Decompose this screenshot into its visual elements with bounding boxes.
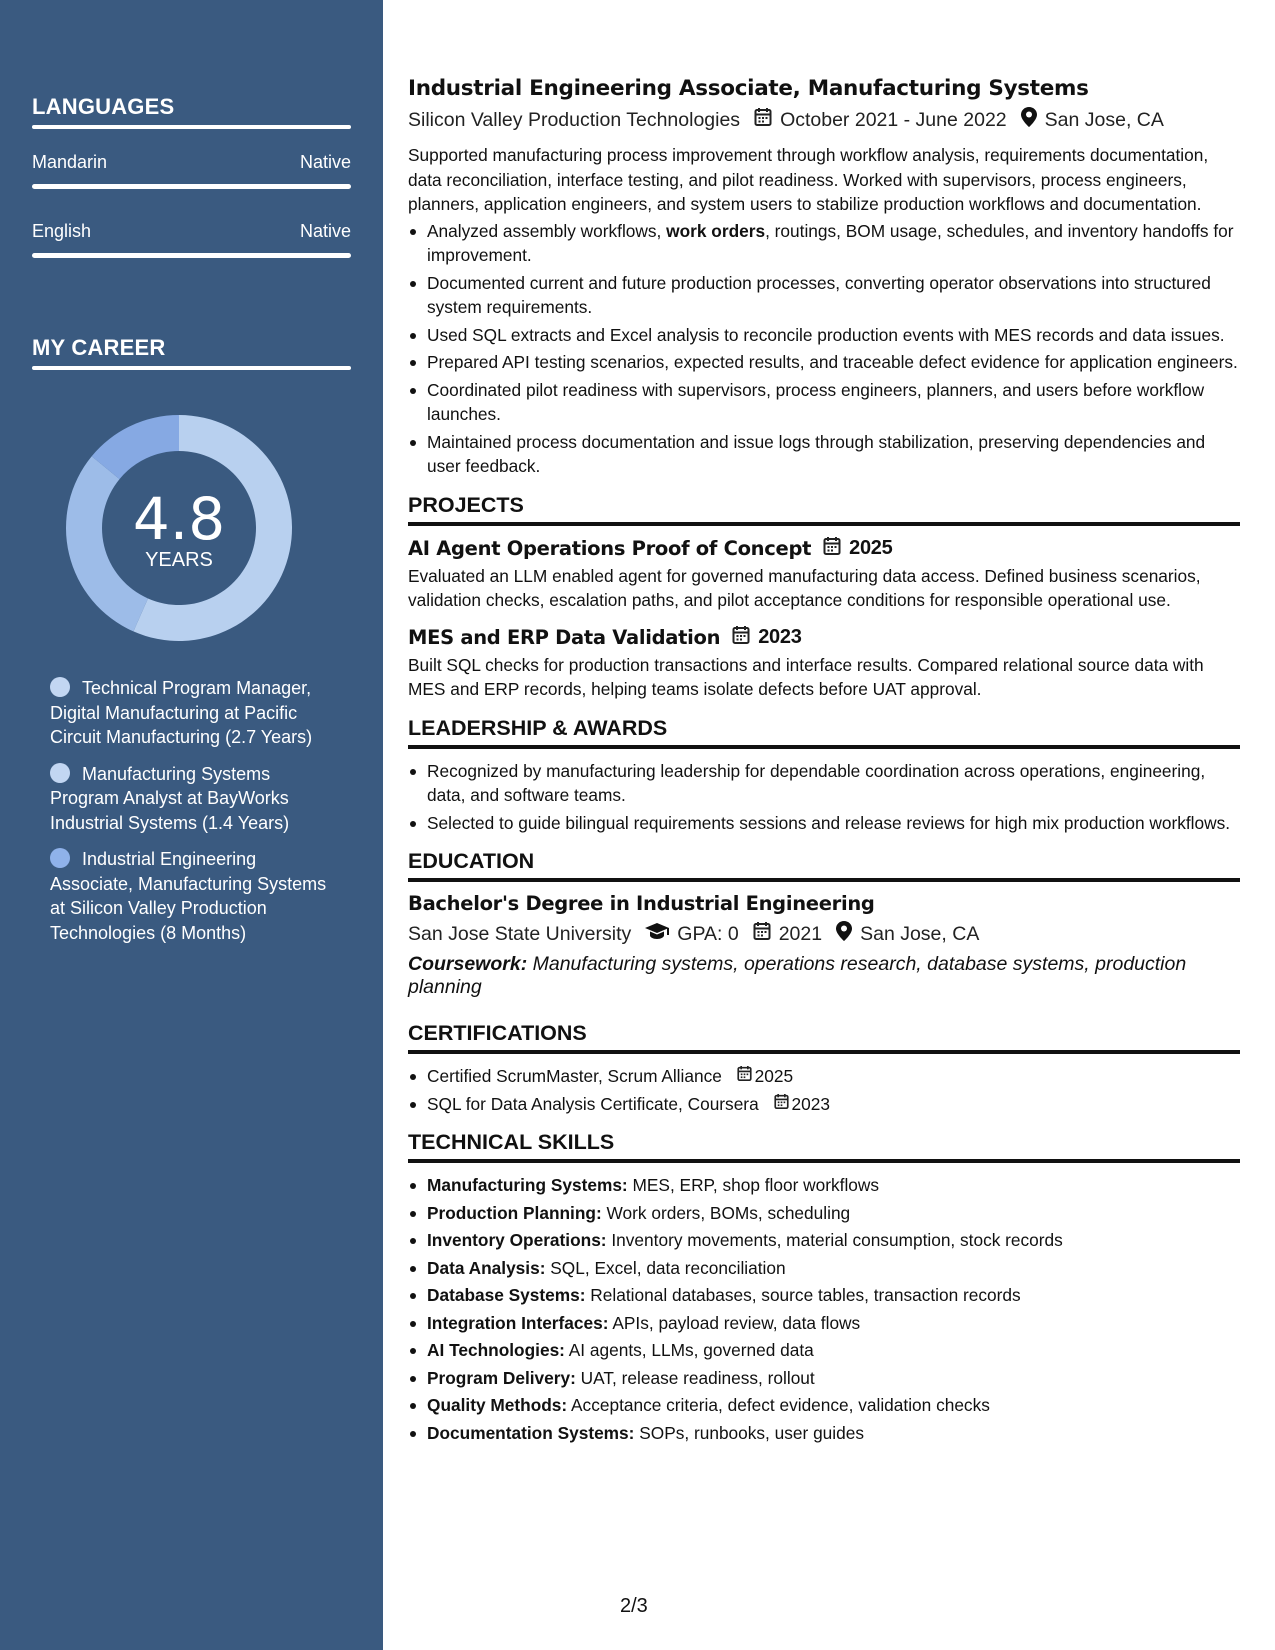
career-item-text: Industrial Engineering Associate, Manufacturing Systems at Silicon Valley Production Technologies (8 Months) [50,849,327,943]
project-description: Built SQL checks for production transactions and interface results. Compared relational source data with MES and ERP records, helping teams isolate defects before UAT approval. [408,654,1204,699]
job-bullet [408,219,1240,268]
skill-value: MES, ERP, shop floor workflows [627,1175,880,1195]
calendar-icon [753,921,771,947]
career-donut-chart [66,415,292,641]
school-name: San Jose State University [408,922,632,945]
project-year: 2025 [849,536,893,559]
career-item [50,762,330,836]
calendar-icon [823,536,841,561]
language-row [32,152,351,173]
certification-name: SQL for Data Analysis Certificate, Coursera [427,1093,759,1114]
project-title [408,536,1240,561]
language-level-bar [32,184,351,189]
skill-label: Data Analysis: [427,1257,546,1278]
leadership-list [408,759,1240,836]
certification-item [408,1092,1240,1117]
leadership-heading: LEADERSHIP & AWARDS [408,716,1240,749]
calendar-icon [754,107,772,133]
certification-year: 2025 [754,1066,794,1086]
coursework-text: Manufacturing systems, operations research, database systems, production planning [408,953,1187,998]
skill-item [408,1228,1240,1253]
degree-title: Bachelor's Degree in Industrial Engineering [408,892,875,915]
language-name: English [32,221,92,241]
language-name: Mandarin [32,152,108,172]
career-rule [32,366,351,370]
skill-value: Acceptance criteria, defect evidence, validation checks [567,1395,990,1415]
calendar-icon [732,625,750,650]
company-name: Silicon Valley Production Technologies [408,108,741,131]
skill-label: Integration Interfaces: [427,1312,609,1333]
education-heading: EDUCATION [408,849,1240,882]
skill-item [408,1283,1240,1308]
skill-item [408,1366,1240,1391]
skill-value: APIs, payload review, data flows [608,1312,861,1333]
skills-heading: TECHNICAL SKILLS [408,1130,1240,1163]
gpa: GPA: 0 [677,922,739,945]
leadership-item: Recognized by manufacturing leadership for dependable coordination across operations, engineering, data, and software teams. [408,759,1240,808]
skill-label: Database Systems: [427,1285,586,1305]
skill-value: AI agents, LLMs, governed data [564,1340,814,1360]
skill-item [408,1256,1240,1281]
page-number: 2/3 [620,1595,648,1617]
certification-item [408,1064,1240,1089]
skill-item [408,1393,1240,1418]
skill-label: Production Planning: [427,1202,602,1223]
career-dot [50,763,70,783]
coursework-label: Coursework: [408,953,528,975]
career-dot [50,677,70,697]
certification-name: Certified ScrumMaster, Scrum Alliance [427,1066,722,1086]
career-item [50,676,330,750]
main-content [408,76,1240,1448]
bullet-bold-text: work orders [666,220,766,241]
skill-value: UAT, release readiness, rollout [575,1367,815,1388]
skill-label: AI Technologies: [427,1340,565,1360]
skill-label: Inventory Operations: [427,1230,607,1250]
job-dates: October 2021 - June 2022 [780,108,1007,131]
skill-value: SOPs, runbooks, user guides [634,1422,864,1443]
languages-title: LANGUAGES [32,94,175,119]
coursework [408,953,1240,999]
language-level: Native [299,221,351,241]
skill-label: Program Delivery: [427,1367,576,1388]
job-bullet: Coordinated pilot readiness with supervisors, process engineers, planners, and users before workflow launches. [408,378,1240,427]
leadership-item: Selected to guide bilingual requirements sessions and release reviews for high mix production workflows. [408,811,1240,836]
skill-item [408,1338,1240,1363]
languages-rule [32,125,351,129]
location-pin-icon [1021,107,1037,133]
location-pin-icon [836,921,852,947]
skill-value: Inventory movements, material consumption, stock records [606,1230,1063,1250]
career-item [50,847,330,945]
skills-list [408,1173,1240,1445]
project-name: MES and ERP Data Validation [408,625,721,649]
career-title: MY CAREER [32,335,166,360]
calendar-icon [774,1092,789,1117]
skill-item [408,1201,1240,1226]
project-name: AI Agent Operations Proof of Concept [408,536,812,560]
job-bullet: Prepared API testing scenarios, expected results, and traceable defect evidence for application engineers. [408,350,1240,375]
bullet-text: , routings, BOM usage, schedules, and inventory handoffs for improvement. [427,220,1234,265]
job-bullet: Maintained process documentation and issue logs through stabilization, preserving dependencies and user feedback. [408,430,1240,479]
skill-value: Work orders, BOMs, scheduling [601,1202,851,1223]
language-level: Native [299,152,351,172]
graduation-cap-icon [645,922,669,946]
project-title [408,625,1240,650]
job-bullets [408,219,1240,479]
certifications-heading: CERTIFICATIONS [408,1021,1240,1054]
job-meta [408,107,1240,133]
job-summary: Supported manufacturing process improvement through workflow analysis, requirements documentation, data reconciliation, interface testing, and pilot readiness. Worked with supervisors, process engineers, planners, application engineers, and system users to stabilize production workflows and documentation. [408,145,1209,214]
skill-label: Quality Methods: [427,1395,568,1415]
skill-item [408,1421,1240,1446]
career-item-text: Technical Program Manager, Digital Manufacturing at Pacific Circuit Manufacturing (2.7 Years) [50,678,313,747]
job-bullet: Documented current and future production processes, converting operator observations into structured system requirements. [408,271,1240,320]
skill-item [408,1173,1240,1198]
skill-item [408,1311,1240,1336]
career-total: 4.8 [132,485,226,553]
calendar-icon [737,1064,752,1089]
projects-heading: PROJECTS [408,493,1240,526]
project-year: 2023 [758,625,802,648]
education-meta [408,921,1240,947]
graduation-year: 2021 [778,922,823,945]
career-dot [50,848,70,868]
project-description: Evaluated an LLM enabled agent for governed manufacturing data access. Defined business scenarios, validation checks, escalation paths, and pilot acceptance conditions for responsible operational use. [408,565,1201,610]
job-title: Industrial Engineering Associate, Manufacturing Systems [408,76,1089,101]
language-level-bar [32,253,351,258]
skill-label: Documentation Systems: [427,1422,635,1443]
skill-value: Relational databases, source tables, transaction records [585,1285,1021,1305]
skill-label: Manufacturing Systems: [427,1175,628,1195]
school-location: San Jose, CA [860,922,980,945]
certification-year: 2023 [791,1093,830,1114]
career-unit: YEARS [145,549,213,571]
career-list [50,676,330,957]
bullet-text: Analyzed assembly workflows, [427,220,667,241]
skill-value: SQL, Excel, data reconciliation [545,1257,786,1278]
career-item-text: Manufacturing Systems Program Analyst at BayWorks Industrial Systems (1.4 Years) [50,763,290,833]
certifications-list [408,1064,1240,1116]
job-location: San Jose, CA [1044,108,1164,131]
language-row [32,221,351,242]
sidebar [0,0,383,1650]
job-bullet: Used SQL extracts and Excel analysis to reconcile production events with MES records and data issues. [408,323,1240,348]
